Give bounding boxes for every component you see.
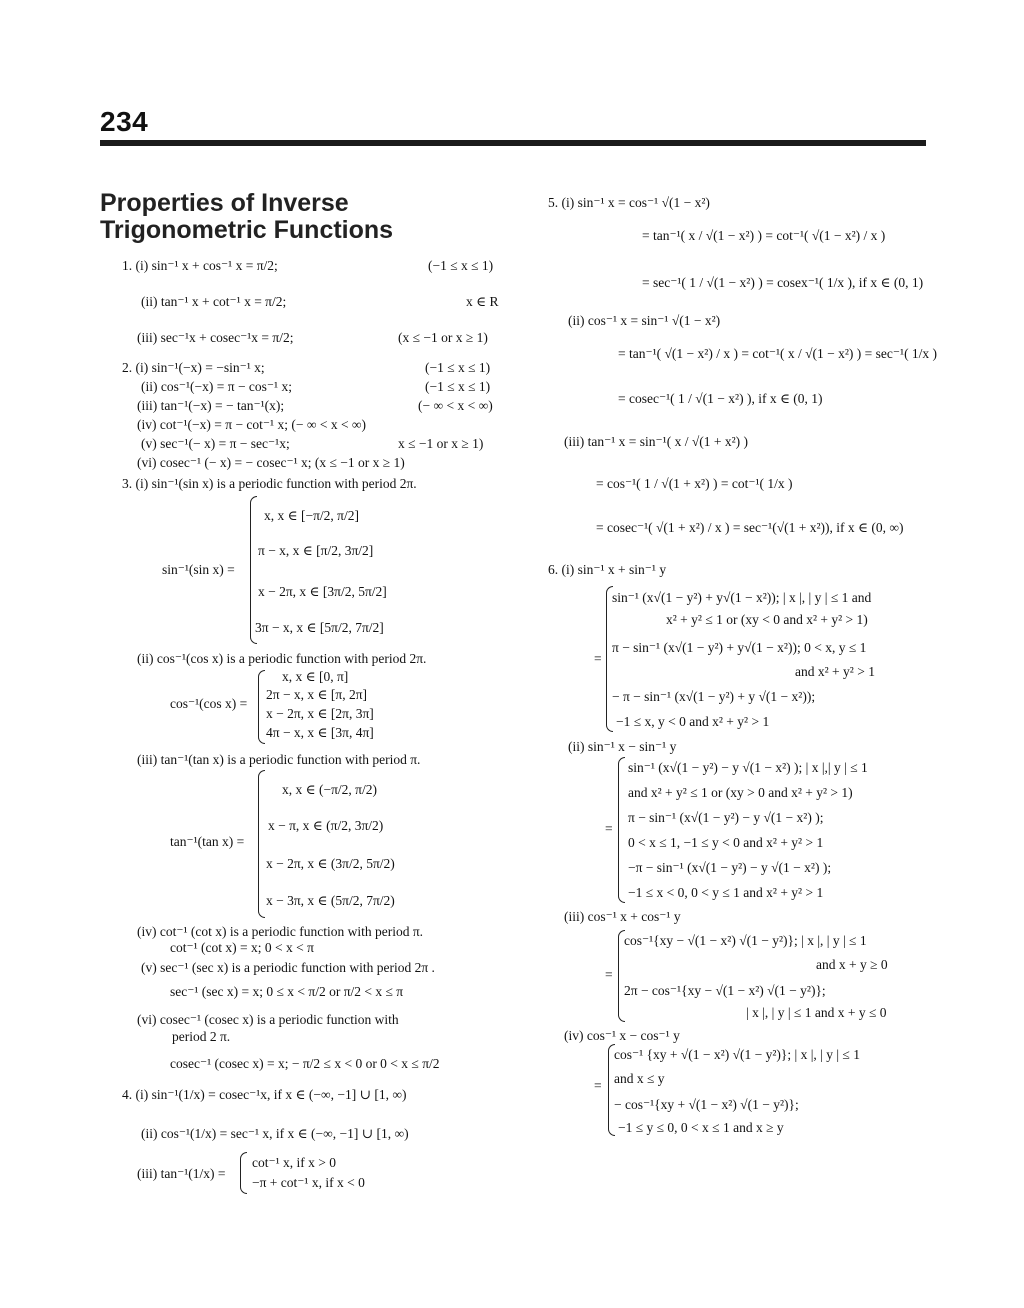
formula-line: (vi) cosec⁻¹ (− x) = − cosec⁻¹ x; (x ≤ −1 or x ≥ 1) (137, 455, 405, 470)
page-number: 234 (100, 106, 149, 137)
formula-line: (vi) cosec⁻¹ (cosec x) is a periodic function with (137, 1012, 399, 1027)
formula-line: (v) sec⁻¹(− x) = π − sec⁻¹x; (141, 436, 290, 451)
equals-sign: = (594, 651, 602, 666)
left-brace (618, 757, 625, 903)
formula-line: cot⁻¹ (cot x) = x; 0 < x < π (170, 940, 314, 955)
formula-line: (ii) cos⁻¹(cos x) is a periodic function with period 2π. (137, 651, 427, 666)
piecewise-case: x − π, x ∈ (π/2, 3π/2) (268, 818, 384, 833)
formula-line: 2. (i) sin⁻¹(−x) = −sin⁻¹ x; (122, 360, 265, 375)
equals-sign: = (605, 821, 613, 836)
piecewise-case: −1 ≤ x < 0, 0 < y ≤ 1 and x² + y² > 1 (628, 885, 824, 900)
formula-line: (ii) cos⁻¹(−x) = π − cos⁻¹ x; (141, 379, 292, 394)
formula-line: (iii) tan⁻¹(tan x) is a periodic function with period π. (137, 752, 421, 767)
left-brace (240, 1152, 247, 1194)
piecewise-case: −1 ≤ x, y < 0 and x² + y² > 1 (616, 714, 770, 729)
piecewise-case: x − 2π, x ∈ (3π/2, 5π/2) (266, 856, 395, 871)
piecewise-case: 3π − x, x ∈ [5π/2, 7π/2] (255, 620, 384, 635)
piecewise-case: x, x ∈ [0, π] (282, 669, 349, 684)
piecewise-case: | x |, | y | ≤ 1 and x + y ≤ 0 (746, 1005, 887, 1020)
piecewise-case: x, x ∈ [−π/2, π/2] (264, 508, 359, 523)
formula-line: period 2 π. (172, 1029, 231, 1044)
formula-line: (v) sec⁻¹ (sec x) is a periodic function with period 2π . (141, 960, 435, 975)
piecewise-case: sin⁻¹ (x√(1 − y²) − y √(1 − x²) ); | x |,| y | ≤ 1 (628, 760, 868, 775)
formula-line: sec⁻¹ (sec x) = x; 0 ≤ x < π/2 or π/2 < x ≤ π (170, 984, 404, 999)
section-title: Properties of Inverse Trigonometric Functions (100, 189, 394, 244)
formula-condition: x ≤ −1 or x ≥ 1) (398, 436, 484, 451)
equals-sign: = (594, 1078, 602, 1093)
piecewise-case: cos⁻¹{xy − √(1 − x²) √(1 − y²)}; | x |, | y | ≤ 1 (624, 933, 867, 948)
piecewise-case: sin⁻¹ (x√(1 − y²) + y√(1 − x²)); | x |, | y | ≤ 1 and (612, 590, 872, 605)
piecewise-case: π − sin⁻¹ (x√(1 − y²) + y√(1 − x²)); 0 < x, y ≤ 1 (612, 640, 867, 655)
piecewise-case: π − x, x ∈ [π/2, 3π/2] (258, 543, 374, 558)
piecewise-lhs: sin⁻¹(sin x) = (162, 562, 235, 577)
formula-line: (iii) cos⁻¹ x + cos⁻¹ y (564, 909, 681, 924)
left-brace (258, 770, 265, 918)
formula-line: 6. (i) sin⁻¹ x + sin⁻¹ y (548, 562, 667, 577)
equals-sign: = (605, 967, 613, 982)
formula-condition: (−1 ≤ x ≤ 1) (425, 360, 491, 375)
formula-line: = sec⁻¹( 1 / √(1 − x²) ) = cosex⁻¹( 1/x ), if x ∈ (0, 1) (642, 275, 924, 290)
formula-condition: (x ≤ −1 or x ≥ 1) (398, 330, 488, 345)
piecewise-lhs: tan⁻¹(tan x) = (170, 834, 245, 849)
formula-line: = tan⁻¹( x / √(1 − x²) ) = cot⁻¹( √(1 − x²) / x ) (642, 228, 886, 243)
formula-line: (iii) tan⁻¹(1/x) = (137, 1166, 226, 1181)
formula-line: 3. (i) sin⁻¹(sin x) is a periodic function with period 2π. (122, 476, 417, 491)
piecewise-case: 0 < x ≤ 1, −1 ≤ y < 0 and x² + y² > 1 (628, 835, 824, 850)
formula-line: 1. (i) sin⁻¹ x + cos⁻¹ x = π/2; (122, 258, 278, 273)
header-rule (100, 140, 926, 146)
piecewise-case: x − 2π, x ∈ [3π/2, 5π/2] (258, 584, 387, 599)
piecewise-case: and x ≤ y (614, 1071, 665, 1086)
formula-line: (iv) cos⁻¹ x − cos⁻¹ y (564, 1028, 680, 1043)
formula-line: (ii) sin⁻¹ x − sin⁻¹ y (568, 739, 677, 754)
piecewise-case: −π − sin⁻¹ (x√(1 − y²) − y √(1 − x²) ); (628, 860, 832, 875)
piecewise-case: x − 2π, x ∈ [2π, 3π] (266, 706, 374, 721)
formula-line: (iii) tan⁻¹ x = sin⁻¹( x / √(1 + x²) ) (564, 434, 749, 449)
formula-line: = cosec⁻¹( 1 / √(1 − x²) ), if x ∈ (0, 1) (618, 391, 823, 406)
piecewise-case: cot⁻¹ x, if x > 0 (252, 1155, 337, 1170)
formula-line: (iv) cot⁻¹ (cot x) is a periodic function with period π. (137, 924, 424, 939)
formula-condition: (− ∞ < x < ∞) (418, 398, 493, 413)
formula-line: (ii) cos⁻¹ x = sin⁻¹ √(1 − x²) (568, 313, 721, 328)
piecewise-case: 4π − x, x ∈ [3π, 4π] (266, 725, 374, 740)
formula-line: (iii) tan⁻¹(−x) = − tan⁻¹(x); (137, 398, 285, 413)
formula-line: = cos⁻¹( 1 / √(1 + x²) ) = cot⁻¹( 1/x ) (596, 476, 793, 491)
piecewise-case: 2π − cos⁻¹{xy − √(1 − x²) √(1 − y²)}; (624, 983, 826, 998)
piecewise-case: x − 3π, x ∈ (5π/2, 7π/2) (266, 893, 395, 908)
piecewise-case: and x² + y² ≤ 1 or (xy > 0 and x² + y² > 1) (628, 785, 853, 800)
piecewise-case: 2π − x, x ∈ [π, 2π] (266, 687, 368, 702)
formula-line: 4. (i) sin⁻¹(1/x) = cosec⁻¹x, if x ∈ (−∞, −1] ∪ [1, ∞) (122, 1087, 407, 1102)
formula-line: (ii) cos⁻¹(1/x) = sec⁻¹ x, if x ∈ (−∞, −1] ∪ [1, ∞) (141, 1126, 409, 1141)
piecewise-case: − cos⁻¹{xy + √(1 − x²) √(1 − y²)}; (614, 1097, 799, 1112)
piecewise-case: and x² + y² > 1 (795, 664, 875, 679)
piecewise-case: −1 ≤ y ≤ 0, 0 < x ≤ 1 and x ≥ y (618, 1120, 784, 1135)
formula-line: (iii) sec⁻¹x + cosec⁻¹x = π/2; (137, 330, 294, 345)
piecewise-case: cos⁻¹ {xy + √(1 − x²) √(1 − y²)}; | x |, | y | ≤ 1 (614, 1047, 860, 1062)
left-brace (258, 670, 265, 744)
formula-line: (ii) tan⁻¹ x + cot⁻¹ x = π/2; (141, 294, 287, 309)
left-brace (606, 586, 613, 732)
piecewise-case: − π − sin⁻¹ (x√(1 − y²) + y √(1 − x²)); (612, 689, 816, 704)
piecewise-case: π − sin⁻¹ (x√(1 − y²) − y √(1 − x²) ); (628, 810, 824, 825)
piecewise-case: x, x ∈ (−π/2, π/2) (282, 782, 377, 797)
formula-condition: (−1 ≤ x ≤ 1) (425, 379, 491, 394)
formula-line: = tan⁻¹( √(1 − x²) / x ) = cot⁻¹( x / √(1 − x²) ) = sec⁻¹( 1/x ) (618, 346, 938, 361)
formula-line: cosec⁻¹ (cosec x) = x; − π/2 ≤ x < 0 or 0 < x ≤ π/2 (170, 1056, 440, 1071)
formula-condition: x ∈ R (466, 294, 499, 309)
formula-line: 5. (i) sin⁻¹ x = cos⁻¹ √(1 − x²) (548, 195, 710, 210)
piecewise-case: x² + y² ≤ 1 or (xy < 0 and x² + y² > 1) (666, 612, 868, 627)
piecewise-case: −π + cot⁻¹ x, if x < 0 (252, 1175, 365, 1190)
formula-line: = cosec⁻¹( √(1 + x²) / x ) = sec⁻¹(√(1 + x²)), if x ∈ (0, ∞) (596, 520, 904, 535)
formula-line: (iv) cot⁻¹(−x) = π − cot⁻¹ x; (− ∞ < x < ∞) (137, 417, 367, 432)
formula-condition: (−1 ≤ x ≤ 1) (428, 258, 494, 273)
piecewise-case: and x + y ≥ 0 (816, 957, 888, 972)
piecewise-lhs: cos⁻¹(cos x) = (170, 696, 248, 711)
